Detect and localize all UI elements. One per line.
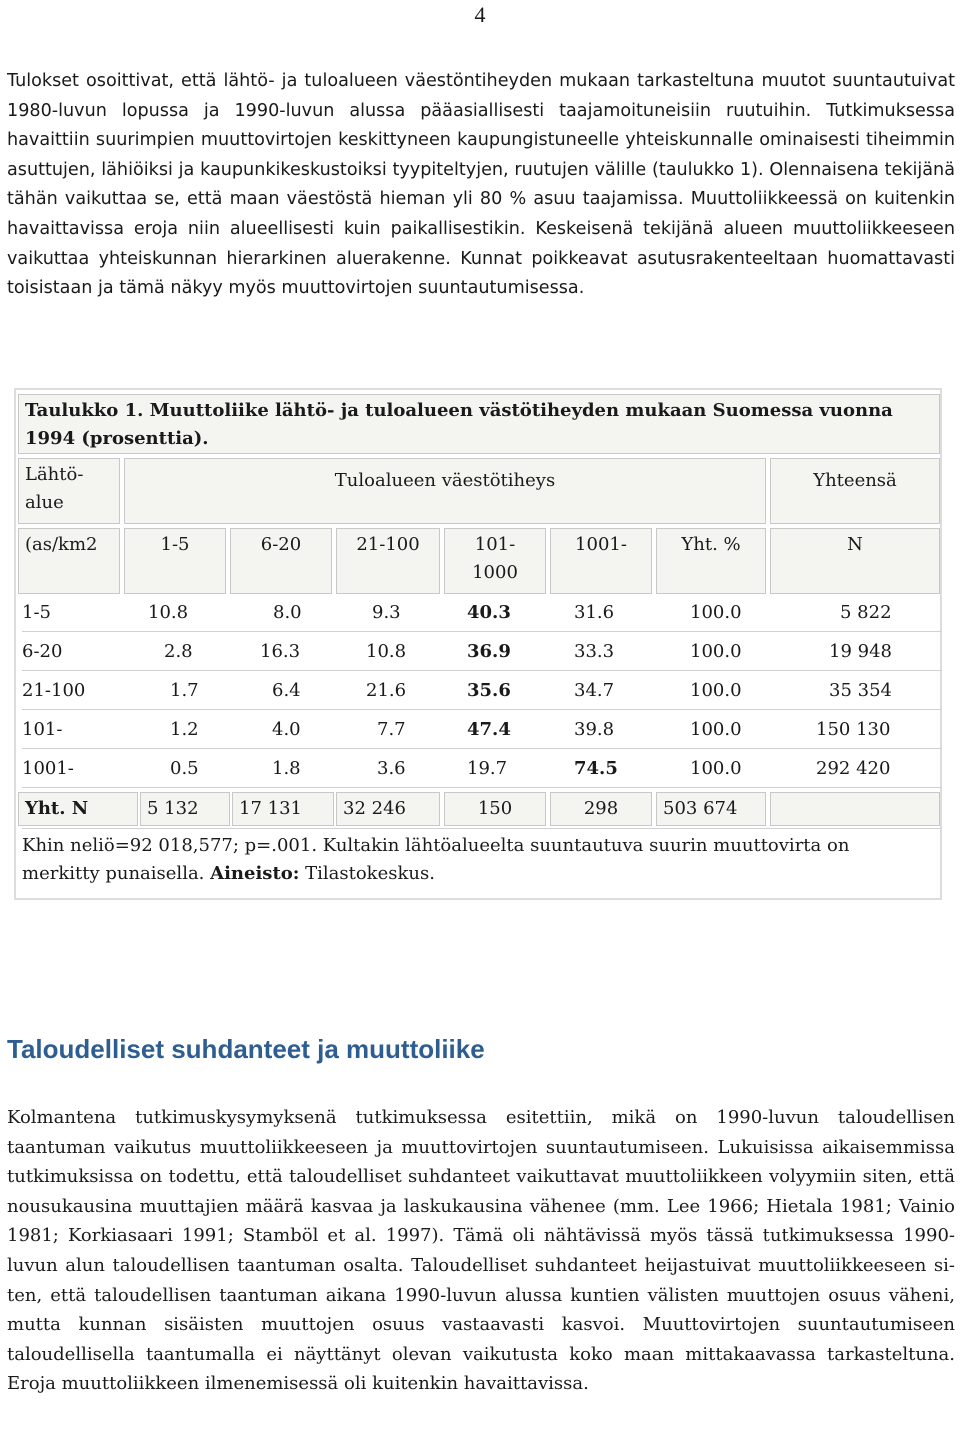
table-cell: 74.5 <box>574 758 618 779</box>
table-cell: 100.0 <box>690 719 742 740</box>
table-cell: 21.6 <box>366 680 407 701</box>
table-cell: 2.8 <box>164 641 193 662</box>
total-cell: 298 <box>550 792 652 826</box>
column-header: 6-20 <box>230 528 332 594</box>
table-cell: 8.0 <box>273 602 302 623</box>
table-cell: 19.7 <box>467 758 508 779</box>
column-header: Yht. % <box>656 528 766 594</box>
table-cell: 100.0 <box>690 641 742 662</box>
table-cell: 39.8 <box>574 719 615 740</box>
table-cell: 5 822 <box>840 602 892 623</box>
footnote-source: Tilastokeskus. <box>299 863 435 884</box>
body-paragraph-2: Kolmantena tutkimuskysymyksenä tutkimuksessa esitettiin, mikä on 1990-luvun taloudellisen taantuman vaikutus muuttoliikkeeseen ja muuttovirtojen suuntautumiseen. Lukuisissa aikaisemmissa tutkimuksissa on todettu, että taloudelliset suhdanteet vaikuttavat muuttoliikkeen volyymiin siten, että nousukausina muuttajien määrä kasvaa ja laskukausina vähenee (mm. Lee 1966; Hietala 1981; Vainio 1981; Korkiasaari 1991; Stamböl et al. 1997). Tämä oli nähtävissä myös tässä tutkimuksessa 1990-luvun alun taloudellisen taantuman osalta. Taloudelliset suhdanteet heijastuivat muuttoliikkeeseen siten, että taloudellisen taantuman aikana 1990-luvun alussa kuntien välisten muuttojen osuus väheni, mutta kunnan sisäisten muuttojen osuus vastaavasti kasvoi. Muuttovirtojen suuntautumiseen taloudellisella taantumalla ei näyttänyt olevan vaikutusta koko maan mittakaavassa tarkasteltuna. Eroja muuttoliikkeen ilmenemisessä oli kuitenkin havaittavissa. <box>7 1107 955 1395</box>
destination-header: Tuloalueen väestötiheys <box>124 458 766 524</box>
column-header: 21-100 <box>336 528 440 594</box>
column-header: 1-5 <box>124 528 226 594</box>
row-label: 6-20 <box>22 641 63 662</box>
column-header: 101- 1000 <box>444 528 546 594</box>
body-paragraph-1: Tulokset osoittivat, että lähtö- ja tuloalueen väestöntiheyden mukaan tarkasteltuna muutot suuntautuivat 1980-luvun lopussa ja 1990-luvun alussa pääasiallisesti taajamoituneisiin ruutuihin. Tutkimuksessa havaittiin suurimpien muuttovirtojen keskittyneen kaupungistuneelle yhteiskunnalle ominaisesti tiheimmin asuttujen, lähiöiksi ja kaupunkikeskustoiksi tyypiteltyjen, ruutujen välille (taulukko 1). Olennaisena tekijänä tähän vaikuttaa se, että maan väestöstä hieman yli 80 % asuu taajamissa. Muuttoliikkeessä on kuitenkin havaittavissa eroja niin alueellisesti kuin paikallisestikin. Keskeisenä tekijänä alueen muuttoliikkeeseen vaikuttaa yhteiskunnan hierarkinen aluerakenne. Kunnat poikkeavat asutusrakenteeltaan huomattavasti toisistaan ja tämä näkyy myös muuttovirtojen suuntautumisessa. <box>7 71 955 299</box>
table-cell: 100.0 <box>690 602 742 623</box>
table-footnote <box>22 832 922 888</box>
table-cell: 3.6 <box>377 758 406 779</box>
table-cell: 100.0 <box>690 680 742 701</box>
footnote-text: Khin neliö=92 018,577; p=.001. Kultakin lähtöalueelta suuntautuva suurin muuttovirta on merkitty punaisella. <box>22 835 850 884</box>
table-cell: 40.3 <box>467 602 511 623</box>
table-cell: 1.8 <box>272 758 301 779</box>
table-cell: 35 354 <box>829 680 892 701</box>
table-cell: 100.0 <box>690 758 742 779</box>
table-cell: 7.7 <box>377 719 406 740</box>
table-cell: 292 420 <box>816 758 891 779</box>
table-cell: 19 948 <box>829 641 892 662</box>
total-cell: 5 132 <box>140 792 230 826</box>
table-cell: 31.6 <box>574 602 615 623</box>
total-header: Yhteensä <box>770 458 940 524</box>
page-number: 4 <box>474 2 486 27</box>
table-cell: 10.8 <box>366 641 407 662</box>
table-cell: 150 130 <box>816 719 891 740</box>
table-cell: 33.3 <box>574 641 615 662</box>
row-divider <box>22 787 942 788</box>
table-cell: 4.0 <box>272 719 301 740</box>
table-cell: 34.7 <box>574 680 615 701</box>
row-label: 1001- <box>22 758 74 779</box>
row-divider <box>22 670 942 671</box>
total-cell-empty <box>770 792 940 826</box>
row-label: 1-5 <box>22 602 51 623</box>
row-label: 21-100 <box>22 680 86 701</box>
footnote-source-label: Aineisto: <box>210 863 300 884</box>
table-cell: 35.6 <box>467 680 511 701</box>
row-label: 101- <box>22 719 63 740</box>
row-divider <box>22 709 942 710</box>
row-divider <box>22 828 942 829</box>
origin-header: Lähtö- alue <box>18 458 120 524</box>
table-cell: 1.7 <box>170 680 199 701</box>
table-caption: Taulukko 1. Muuttoliike lähtö- ja tuloalueen västötiheyden mukaan Suomessa vuonna 1994 (prosenttia). <box>18 394 940 454</box>
section-heading: Taloudelliset suhdanteet ja muuttoliike <box>7 1034 485 1064</box>
table-cell: 0.5 <box>170 758 199 779</box>
row-divider <box>22 631 942 632</box>
column-header: 1001- <box>550 528 652 594</box>
table-cell: 16.3 <box>260 641 301 662</box>
table-cell: 6.4 <box>272 680 301 701</box>
column-header: N <box>770 528 940 594</box>
total-cell: 17 131 <box>232 792 334 826</box>
total-cell: 150 <box>444 792 546 826</box>
table-cell: 36.9 <box>467 641 511 662</box>
table-cell: 47.4 <box>467 719 511 740</box>
table-cell: 9.3 <box>372 602 401 623</box>
table-cell: 10.8 <box>148 602 189 623</box>
total-cell: 503 674 <box>656 792 766 826</box>
unit-label: (as/km2 <box>18 528 120 594</box>
table-cell: 1.2 <box>170 719 199 740</box>
total-cell: 32 246 <box>336 792 440 826</box>
total-row-label: Yht. N <box>18 792 138 826</box>
row-divider <box>22 748 942 749</box>
